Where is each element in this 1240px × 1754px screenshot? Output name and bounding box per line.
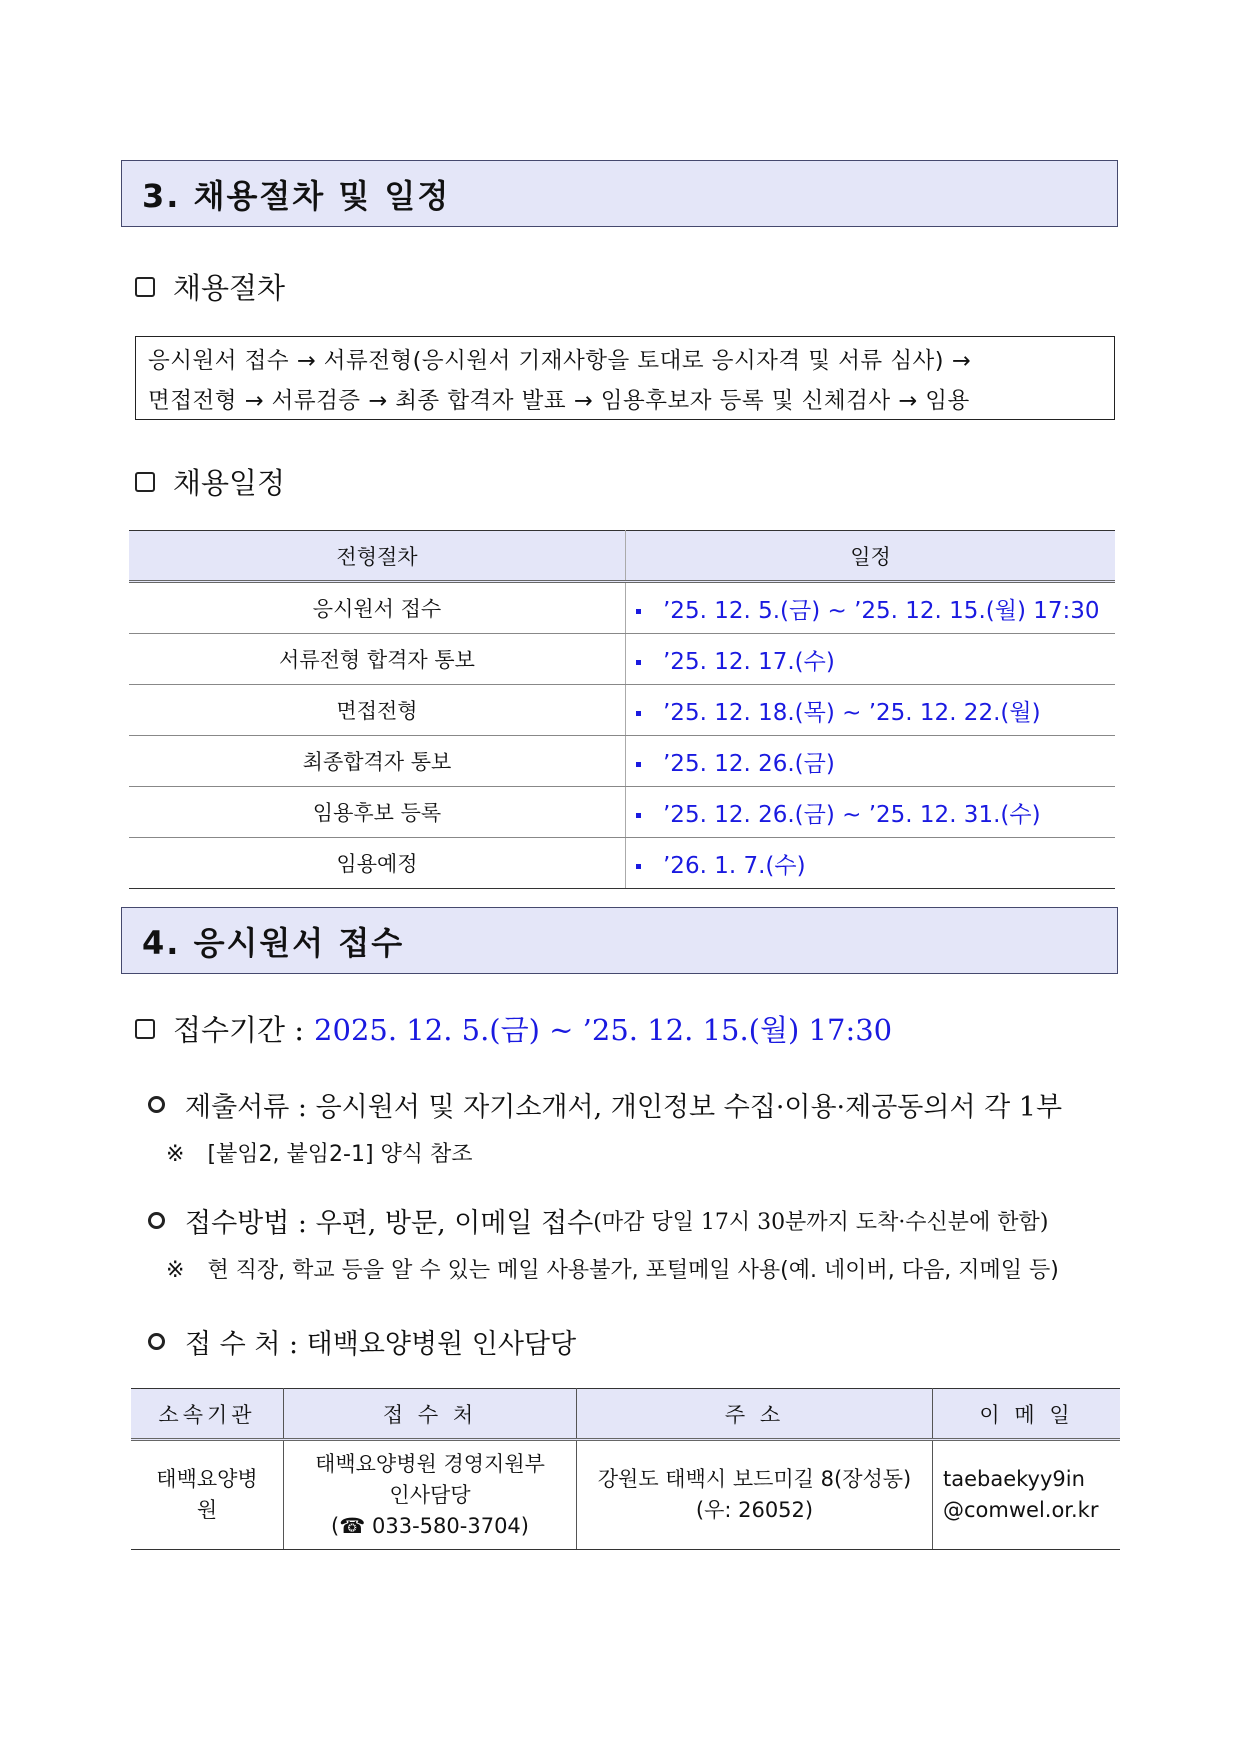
square-bullet-icon	[636, 813, 641, 818]
date-cell	[626, 838, 1116, 889]
date-text: ’25. 12. 17.(수)	[663, 648, 835, 675]
table-row	[129, 838, 1115, 889]
header-address: 주 소	[577, 1389, 933, 1440]
table-row	[129, 634, 1115, 685]
documents-note-text: [붙임2, 붙임2-1] 양식 참조	[207, 1142, 473, 1167]
checkbox-icon	[135, 277, 155, 297]
procedure-line-1: 응시원서 접수 → 서류전형(응시원서 기재사항을 토대로 응시자격 및 서류 심사) →	[148, 348, 972, 374]
period-value: 2025. 12. 5.(금) ~ ’25. 12. 15.(월) 17:30	[314, 1013, 893, 1047]
date-cell	[626, 736, 1116, 787]
table-header-row	[129, 531, 1115, 582]
step-cell: 서류전형 합격자 통보	[129, 634, 626, 685]
table-row	[129, 736, 1115, 787]
step-cell: 임용예정	[129, 838, 626, 889]
method-detail: (마감 당일 17시 30분까지 도착·수신분에 한함)	[593, 1210, 1049, 1235]
table-row	[129, 787, 1115, 838]
header-date: 일정	[626, 531, 1116, 582]
table-row	[129, 685, 1115, 736]
documents-text: 제출서류 : 응시원서 및 자기소개서, 개인정보 수집·이용·제공동의서 각 1부	[185, 1092, 1063, 1123]
office-cell	[284, 1440, 577, 1550]
circle-bullet-icon	[148, 1333, 165, 1350]
table-row	[131, 1440, 1120, 1550]
circle-bullet-icon	[148, 1096, 165, 1113]
date-text: ’25. 12. 18.(목) ~ ’25. 12. 22.(월)	[663, 699, 1041, 726]
schedule-heading	[135, 461, 285, 502]
period-label: 접수기간 :	[173, 1013, 305, 1047]
circle-bullet-icon	[148, 1212, 165, 1229]
step-cell: 응시원서 접수	[129, 582, 626, 634]
email-line-2: @comwel.or.kr	[943, 1498, 1099, 1522]
table-row	[129, 582, 1115, 634]
procedure-heading	[135, 266, 285, 307]
office-item	[148, 1322, 576, 1361]
section-4-header	[121, 907, 1118, 974]
office-line-1: 태백요양병원 경영지원부	[315, 1451, 545, 1476]
checkbox-icon	[135, 1019, 155, 1039]
documents-item	[148, 1085, 1062, 1124]
date-text: ’25. 12. 26.(금)	[663, 750, 835, 777]
step-cell: 최종합격자 통보	[129, 736, 626, 787]
schedule-heading-text: 채용일정	[173, 466, 286, 500]
address-postcode: (우: 26052)	[695, 1498, 814, 1522]
date-text: ’25. 12. 26.(금) ~ ’25. 12. 31.(수)	[663, 801, 1041, 828]
header-email: 이 메 일	[933, 1389, 1121, 1440]
square-bullet-icon	[636, 660, 641, 665]
reference-mark: ※	[166, 1142, 185, 1167]
schedule-table	[129, 530, 1115, 889]
checkbox-icon	[135, 472, 155, 492]
procedure-box	[135, 336, 1115, 420]
square-bullet-icon	[636, 711, 641, 716]
method-note-text: 현 직장, 학교 등을 알 수 있는 메일 사용불가, 포털메일 사용(예. 네이버, 다음, 지메일 등)	[207, 1258, 1059, 1283]
square-bullet-icon	[636, 864, 641, 869]
org-line-1: 태백요양병	[156, 1467, 258, 1491]
procedure-heading-text: 채용절차	[173, 271, 286, 305]
address-line-1: 강원도 태백시 보드미길 8(장성동)	[597, 1467, 912, 1491]
method-text: 접수방법 : 우편, 방문, 이메일 접수	[185, 1208, 594, 1239]
procedure-line-2: 면접전형 → 서류검증 → 최종 합격자 발표 → 임용후보자 등록 및 신체검사 → 임용	[148, 388, 970, 414]
section-3-title: 3. 채용절차 및 일정	[142, 176, 451, 215]
office-text: 접 수 처 : 태백요양병원 인사담당	[185, 1329, 577, 1360]
header-step: 전형절차	[129, 531, 626, 582]
step-cell: 임용후보 등록	[129, 787, 626, 838]
date-cell	[626, 634, 1116, 685]
org-line-2: 원	[196, 1498, 218, 1522]
date-text: ’26. 1. 7.(수)	[663, 852, 806, 879]
square-bullet-icon	[636, 609, 641, 614]
office-phone: (☎ 033-580-3704)	[331, 1513, 529, 1538]
address-cell	[577, 1440, 933, 1550]
application-period	[135, 1008, 892, 1049]
email-line-1: taebaekyy9in	[943, 1467, 1085, 1491]
table-header-row	[131, 1389, 1120, 1440]
section-4-title: 4. 응시원서 접수	[142, 923, 405, 962]
documents-note	[166, 1137, 473, 1168]
org-cell	[131, 1440, 284, 1550]
receipt-table	[131, 1388, 1120, 1550]
date-cell	[626, 685, 1116, 736]
office-line-2: 인사담당	[389, 1482, 471, 1507]
method-item	[148, 1201, 1048, 1240]
header-org: 소속기관	[131, 1389, 284, 1440]
email-cell	[933, 1440, 1121, 1550]
square-bullet-icon	[636, 762, 641, 767]
date-text: ’25. 12. 5.(금) ~ ’25. 12. 15.(월) 17:30	[663, 597, 1100, 624]
reference-mark: ※	[166, 1258, 185, 1283]
section-3-header	[121, 160, 1118, 227]
date-cell	[626, 787, 1116, 838]
method-note	[166, 1253, 1059, 1284]
date-cell	[626, 582, 1116, 634]
step-cell: 면접전형	[129, 685, 626, 736]
header-office: 접 수 처	[284, 1389, 577, 1440]
